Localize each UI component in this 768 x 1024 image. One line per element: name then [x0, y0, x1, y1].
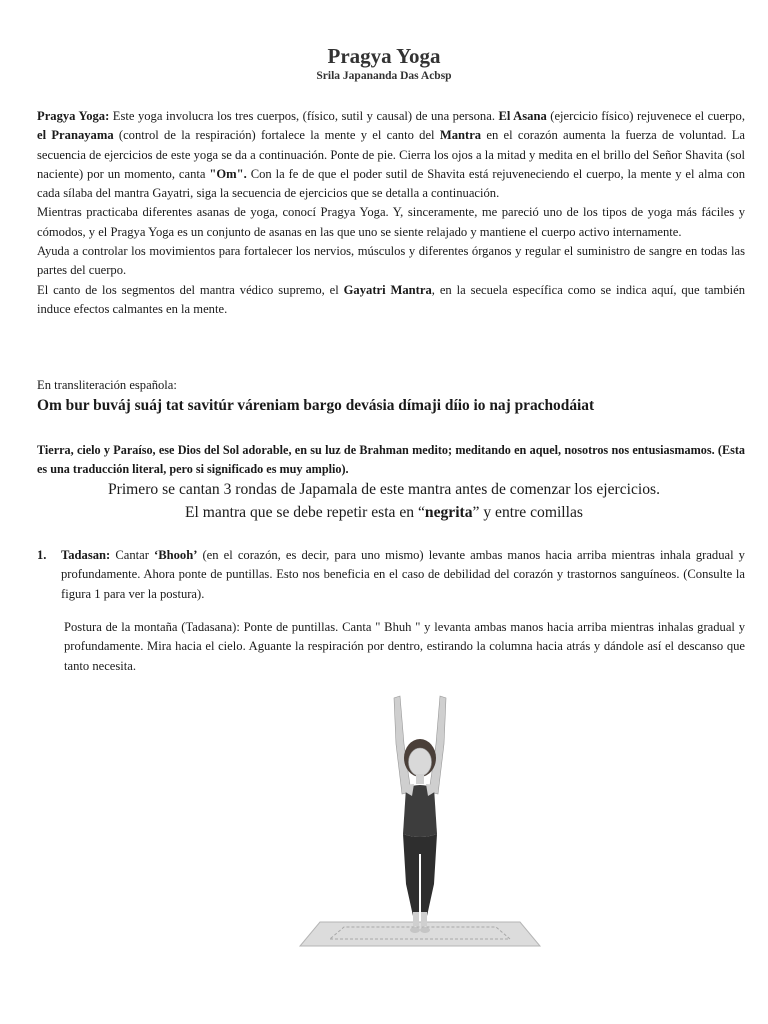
intro-paragraph-1	[37, 107, 745, 203]
intro-bold: el Pranayama	[37, 128, 114, 143]
intro-section	[37, 107, 745, 319]
intro-text: Con la fe de que el poder sutil de Shavita está rejuveneciendo el cuerpo, la mente y el alma con cada sílaba del mantra Gayatri, siga la secuencia de ejercicios que se detalla a continuación.	[37, 166, 745, 201]
face	[409, 748, 432, 776]
step-text	[61, 546, 745, 604]
mantra-translation: Tierra, cielo y Paraíso, ese Dios del Sol adorable, en su luz de Brahman medito; meditando en aquel, nosotros nos entusiasmamos. (Esta es una traducción literal, pero si significado es muy amplio).	[37, 443, 745, 476]
step-chant: ‘Bhooh’	[154, 548, 198, 562]
right-foot	[420, 927, 430, 933]
instruction-line-2	[0, 504, 768, 522]
intro-paragraph-4	[37, 281, 745, 320]
woman-tadasana-pose-photo	[290, 684, 550, 954]
instruction-line-1: Primero se cantan 3 rondas de Japamala de este mantra antes de comenzar los ejercicios.	[107, 481, 661, 498]
intro-bold: El Asana	[498, 109, 547, 123]
instruction-text: ” y entre comillas	[472, 504, 583, 521]
intro-paragraph-3: Ayuda a controlar los movimientos para fortalecer los nervios, músculos y diferentes órganos y regular el suministro de sangre en todas las partes del cuerpo.	[37, 244, 745, 278]
intro-text: (ejercicio físico) rejuvenece el cuerpo,	[546, 109, 745, 123]
intro-bold: Gayatri Mantra	[343, 282, 432, 297]
page-title: Pragya Yoga	[327, 44, 441, 68]
left-ankle	[413, 912, 419, 926]
intro-bold: "Om".	[209, 166, 247, 181]
instruction-text: El mantra que se debe repetir esta en “	[185, 504, 425, 521]
leggings	[403, 834, 437, 916]
intro-text: El canto de los segmentos del mantra védico supremo, el	[37, 282, 344, 297]
transliteration-label: En transliteración española:	[37, 378, 177, 392]
author-subtitle: Srila Japananda Das Acbsp	[316, 70, 452, 82]
intro-label: Pragya Yoga:	[37, 109, 110, 123]
instruction-bold: negrita	[424, 504, 473, 521]
right-ankle	[421, 912, 427, 926]
intro-text: , en la secuela específica como se indica aquí, que también induce efectos calmantes en la mente.	[37, 282, 746, 316]
step-item	[37, 546, 745, 604]
step-name: Tadasan:	[61, 548, 111, 562]
pose-illustration	[290, 684, 550, 954]
step-body: Cantar	[110, 548, 154, 562]
intro-bold: Mantra	[439, 128, 482, 143]
step-body: (en el corazón, es decir, para uno mismo) levante ambas manos hacia arriba mientras inhala gradual y profundamente. Ahora ponte de puntillas. Esto nos beneficia en el caso de debilidad del corazón y trastornos sanguíneos. (Consulte la figura 1 para ver la postura).	[61, 548, 745, 601]
intro-text: en el corazón aumenta la fuerza de voluntad. La secuencia de ejercicios de este yoga se da a continuación. Ponte de pie. Cierra los ojos a la mitad y medita en el brillo del Señor Shavita (sol naciente) por un momento, canta	[37, 128, 745, 181]
intro-text: (control de la respiración) fortalece la mente y el canto del	[113, 128, 440, 143]
left-foot	[410, 927, 420, 933]
neck	[416, 774, 424, 784]
intro-text: Este yoga involucra los tres cuerpos, (físico, sutil y causal) de una persona.	[109, 109, 499, 123]
intro-paragraph-2: Mientras practicaba diferentes asanas de yoga, conocí Pragya Yoga. Y, sinceramente, me pareció uno de los tipos de yoga más fáciles y cómodos, y el Pragya Yoga es un conjunto de asanas en las que uno se siente relajado y mantiene el cuerpo activo internamente.	[37, 205, 745, 239]
step-number: 1.	[37, 548, 47, 562]
mantra-text: Om bur buváj suáj tat savitúr váreniam bargo devásia dímaji díio io naj prachodáiat	[37, 397, 595, 414]
postura-paragraph: Postura de la montaña (Tadasana): Ponte de puntillas. Canta " Bhuh " y levanta ambas manos hacia arriba mientras inhalas gradual y profundamente. Mira hacia el cielo. Aguante la respiración por dentro, estirando la columna hacia atrás y dándole así el descanso que tanto necesita.	[64, 620, 745, 673]
